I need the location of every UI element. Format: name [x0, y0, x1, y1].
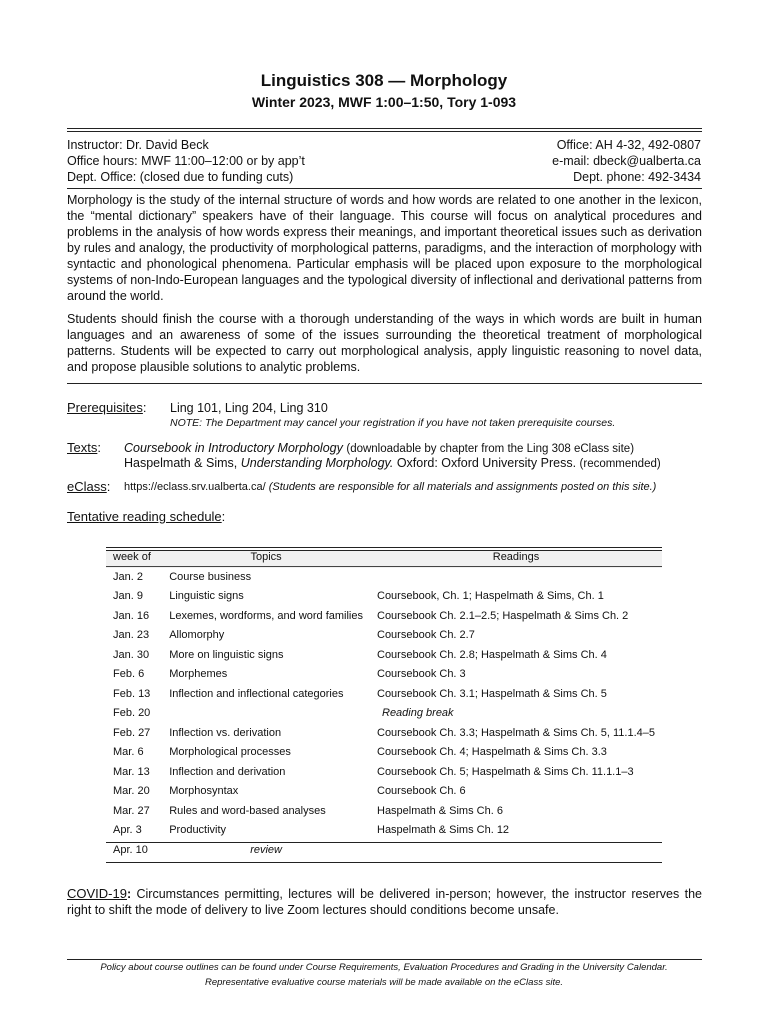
header-divider: [67, 128, 702, 132]
page-title: Linguistics 308 — Morphology: [260, 71, 508, 90]
covid-text: Circumstances permitting, lectures will be delivered in-person; however, the instructor reserves the right to shift the mode of delivery to live Zoom lectures should conditions become unsafe.: [67, 887, 702, 917]
row-reading: Coursebook Ch. 3.1; Haspelmath & Sims Ch. 5: [377, 687, 607, 700]
row-week: Jan. 2: [113, 570, 143, 583]
row-week: Mar. 6: [113, 746, 144, 759]
row-reading: Coursebook Ch. 2.8; Haspelmath & Sims Ch. 4: [377, 648, 607, 661]
instructor-line: Instructor: Dr. David Beck: [67, 138, 209, 152]
table-row: [106, 821, 662, 841]
row-topic: Inflection vs. derivation: [169, 726, 282, 739]
row-week: Mar. 13: [113, 765, 150, 778]
row-week: Feb. 13: [113, 687, 151, 700]
book1-title: Coursebook in Introductory Morphology: [124, 441, 343, 455]
instructor-info-left: [67, 137, 305, 185]
row-topic: Rules and word-based analyses: [169, 804, 326, 817]
table-row: [106, 587, 662, 607]
texts-section: Texts:: [67, 440, 101, 455]
table-row: [106, 665, 662, 685]
table-row: [106, 782, 662, 802]
dept-office-line: Dept. Office: (closed due to funding cuts): [67, 170, 294, 184]
row-topic: Inflection and derivation: [169, 765, 286, 778]
prerequisites-note: NOTE: The Department may cancel your registration if you have not taken prerequisite courses.: [170, 417, 616, 429]
row-topic: Course business: [169, 570, 252, 583]
row-topic: Morphosyntax: [169, 785, 239, 798]
row-week: Mar. 20: [113, 785, 150, 798]
row-week: Apr. 3: [113, 824, 142, 837]
row-reading: Coursebook Ch. 3.3; Haspelmath & Sims Ch. 5, 11.1.4–5: [377, 726, 655, 739]
table-row: [106, 567, 662, 587]
book2-title: Understanding Morphology.: [240, 456, 394, 470]
course-outcomes: Students should finish the course with a thorough understanding of the ways in which words are built in human languages and an awareness of some of the issues surrounding the theoretical treatment of morphological patterns. Students will be expected to carry out morphological analysis, apply linguistic reasoning to novel data, and propose plausible solutions to analytic problems.: [67, 312, 702, 374]
row-week: Mar. 27: [113, 804, 150, 817]
row-week: Jan. 23: [113, 629, 150, 642]
book2-note: (recommended): [579, 458, 661, 470]
row-topic: Linguistic signs: [169, 590, 244, 603]
schedule-header-row: [106, 548, 662, 567]
prerequisites-section: Prerequisites:: [67, 400, 147, 415]
footer-line-1: Policy about course outlines can be found under Course Requirements, Evaluation Procedures and Grading in the University Calendar.: [100, 962, 668, 973]
table-row: [106, 762, 662, 782]
col-readings: Readings: [370, 548, 662, 567]
row-week: Jan. 9: [113, 590, 143, 603]
table-row: [106, 684, 662, 704]
row-topic: review: [250, 843, 282, 856]
eclass-label: eClass: [67, 479, 107, 494]
instructor-info-right: [552, 137, 701, 185]
course-description: Morphology is the study of the internal structure of words and how words are related to one another in the lexicon, the “mental dictionary” speakers have of their language. This course will focus on analytical procedures and problems in the analysis of how words express their meanings, and important theoretical issues such as derivation by rules and analogy, the productivity of morphological patterns, paradigms, and the interaction of morphology with syntactic and phonological phenomena. Particular emphasis will be placed upon exposure to the morphological systems of non-Indo-European languages and the typological diversity of inflectional and derivational patterns from around the world.: [67, 193, 702, 303]
eclass-section: eClass:: [67, 479, 111, 494]
texts-label: Texts: [67, 440, 98, 455]
row-reading: Coursebook Ch. 6: [377, 785, 466, 798]
row-reading: Coursebook Ch. 3: [377, 668, 466, 681]
row-week: Feb. 6: [113, 668, 145, 681]
dept-phone-line: Dept. phone: 492-3434: [573, 170, 701, 184]
row-week: Jan. 30: [113, 648, 150, 661]
schedule-bottom-rule: [106, 862, 662, 863]
row-reading: Coursebook Ch. 4; Haspelmath & Sims Ch. 3.3: [377, 746, 607, 759]
schedule-table: [106, 548, 662, 860]
row-topic: More on linguistic signs: [169, 648, 284, 661]
office-hours-line: Office hours: MWF 11:00–12:00 or by app’t: [67, 154, 305, 168]
table-row: [106, 626, 662, 646]
book2-publisher: Oxford: Oxford University Press.: [393, 456, 577, 470]
book2-authors: Haspelmath & Sims,: [124, 456, 241, 470]
prerequisites-label: Prerequisites: [67, 400, 143, 415]
table-row: [106, 645, 662, 665]
row-reading: Coursebook Ch. 2.7: [377, 629, 475, 642]
eclass-line: [124, 481, 656, 493]
row-reading: Haspelmath & Sims Ch. 6: [377, 804, 503, 817]
text-book-2: [124, 456, 661, 470]
row-reading: Coursebook Ch. 5; Haspelmath & Sims Ch. 11.1.1–3: [377, 765, 634, 778]
col-topics: Topics: [162, 548, 370, 567]
row-topic: Morphemes: [169, 668, 228, 681]
email-line: e-mail: dbeck@ualberta.ca: [552, 154, 701, 168]
row-reading: Haspelmath & Sims Ch. 12: [377, 824, 510, 837]
description-divider: [67, 383, 702, 384]
info-divider: [67, 188, 702, 189]
table-row: [106, 606, 662, 626]
row-topic: Allomorphy: [169, 629, 225, 642]
schedule-last-row-rule: [106, 842, 662, 843]
covid-section: COVID-19: Circumstances permitting, lectures will be delivered in-person; however, the instructor reserves the right to shift the mode of delivery to live Zoom lectures should conditions become unsafe.: [67, 886, 702, 917]
row-topic: Lexemes, wordforms, and word families: [169, 609, 363, 622]
table-row: [106, 723, 662, 743]
row-reading: [370, 567, 662, 587]
text-book-1: [124, 441, 634, 455]
footer-line-2: Representative evaluative course materials will be made available on the eClass site.: [204, 977, 564, 988]
row-week: Feb. 27: [113, 726, 151, 739]
row-reading: Reading break: [382, 707, 454, 720]
table-row: [106, 743, 662, 763]
book1-note: (downloadable by chapter from the Ling 308 eClass site): [346, 443, 635, 455]
schedule-label: Tentative reading schedule: [67, 509, 222, 524]
col-week: week of: [106, 548, 162, 567]
row-topic: [162, 704, 370, 724]
row-week: Feb. 20: [113, 707, 151, 720]
table-row: [106, 801, 662, 821]
schedule-heading: Tentative reading schedule:: [67, 509, 226, 524]
table-row: [106, 704, 662, 724]
row-topic: Morphological processes: [169, 746, 291, 759]
prerequisites-courses: Ling 101, Ling 204, Ling 310: [170, 401, 328, 415]
eclass-url[interactable]: https://eclass.srv.ualberta.ca/: [124, 481, 266, 493]
row-week: Jan. 16: [113, 609, 150, 622]
covid-label: COVID-19: [67, 886, 127, 901]
page-subtitle: Winter 2023, MWF 1:00–1:50, Tory 1-093: [251, 94, 517, 110]
row-topic: Inflection and inflectional categories: [169, 687, 344, 700]
row-week: Apr. 10: [113, 843, 148, 856]
office-line: Office: AH 4-32, 492-0807: [556, 138, 701, 152]
row-reading: Coursebook, Ch. 1; Haspelmath & Sims, Ch. 1: [377, 590, 604, 603]
row-topic: Productivity: [169, 824, 227, 837]
eclass-note: (Students are responsible for all materials and assignments posted on this site.): [268, 481, 657, 493]
row-reading: Coursebook Ch. 2.1–2.5; Haspelmath & Sims Ch. 2: [377, 609, 629, 622]
